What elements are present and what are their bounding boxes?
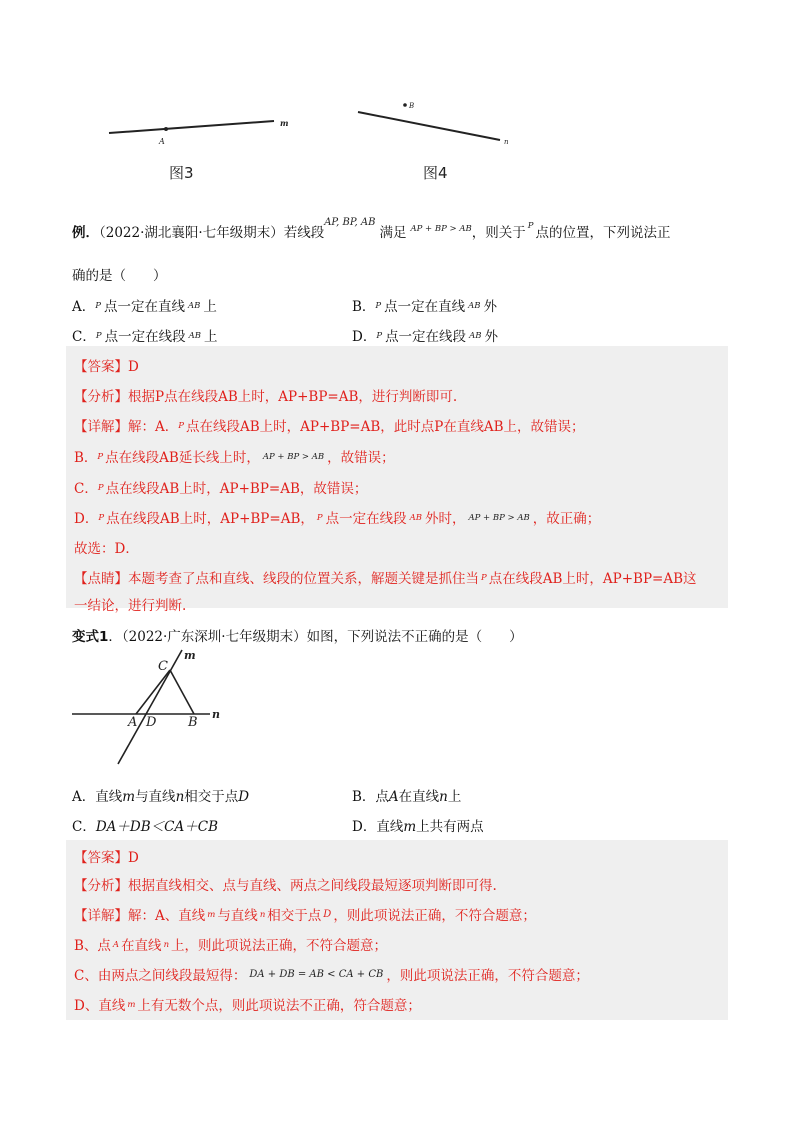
comment-tag: 【点睛】 (74, 571, 128, 587)
detail-b-text1: B． (74, 450, 98, 466)
detail-a-d: D (323, 909, 332, 920)
detail-d-p: P (98, 513, 105, 523)
line-m (118, 650, 182, 764)
option-text2: 外 (483, 299, 498, 315)
analysis-tag: 【分析】 (74, 878, 128, 894)
variant-option-a (72, 785, 249, 805)
detail-a-m: m (207, 910, 216, 920)
answer-value: D (128, 359, 139, 375)
detail-c-text2: 点在线段AB上时，AP+BP=AB，故错误； (105, 481, 368, 497)
detail-b-text3: ，故错误； (327, 450, 395, 466)
variant-option-d (352, 815, 484, 835)
label-d: D (146, 715, 157, 730)
analysis-text: 根据P点在线段AB上时，AP+BP=AB，进行判断即可. (128, 389, 458, 405)
option-letter: C． (72, 329, 96, 345)
figure-3 (100, 108, 300, 148)
option-var: P (375, 301, 382, 311)
label-b: B (188, 715, 198, 730)
label-m: m (184, 649, 196, 662)
variant-source: （2022·广东深圳·七年级期末）如图，下列说法不正确的是（ ） (121, 629, 523, 645)
variant-question (72, 625, 523, 645)
option-letter: D． (352, 329, 377, 345)
option-var: P (95, 331, 102, 341)
detail-a-text2: 点在线段AB上时，AP+BP=AB，此时点P在直线AB上，故错误； (185, 419, 585, 435)
option-letter: D． (352, 819, 377, 835)
option-v1: A (388, 789, 399, 805)
option-letter: A． (72, 789, 96, 805)
label-c: C (158, 659, 168, 674)
variant-prefix: 变式1 (72, 629, 109, 645)
detail-tag: 【详解】 (74, 419, 128, 435)
detail-a-3: 相交于点 (267, 908, 322, 924)
figure-4-caption: 图4 (423, 164, 448, 182)
option-v1: m (403, 819, 417, 835)
variant-option-b (352, 785, 461, 805)
comment-text1: 本题考查了点和直线、线段的位置关系，解题关键是抓住当 (128, 571, 479, 587)
detail-a-2: 与直线 (217, 908, 258, 924)
solution-2-box (66, 840, 728, 1020)
example-option-d (352, 325, 498, 345)
option-text: 点一定在线段 (385, 329, 467, 345)
detail-d-ab: AB (409, 513, 422, 523)
detail-a-1: 解：A、直线 (128, 908, 206, 924)
detail-b-a: A (112, 940, 120, 950)
comment-text2: 点在线段AB上时，AP+BP=AB这 (488, 571, 697, 587)
variant-option-c (72, 815, 218, 835)
option-var2: AB (188, 331, 201, 341)
option-v2: n (439, 789, 448, 805)
analysis-text: 根据直线相交、点与直线、两点之间线段最短逐项判断即可得. (128, 878, 497, 894)
example-condition: AP + BP > AB (410, 224, 472, 234)
point-a (164, 127, 168, 131)
solution-2-detail-d (74, 994, 421, 1014)
label-a: A (128, 715, 138, 730)
solution-1-detail-d (74, 507, 600, 527)
fig3-label-m: m (280, 118, 289, 128)
example-rest1: 点的位置，下列说法正 (535, 225, 671, 241)
option-text: 直线 (376, 819, 404, 835)
option-text: 点一定在线段 (104, 329, 186, 345)
detail-b-n: n (163, 940, 170, 950)
answer-tag: 【答案】 (74, 359, 128, 375)
detail-a-4: ，则此项说法正确，不符合题意； (333, 908, 536, 924)
option-letter: B． (352, 299, 376, 315)
detail-d-text3: 点一定在线段 (325, 511, 407, 527)
option-v2: n (175, 789, 185, 805)
detail-b-text2: 点在线段AB延长线上时， (105, 450, 260, 466)
detail-d-text5: ，故正确； (532, 511, 601, 527)
option-t2: 在直线 (398, 789, 440, 805)
detail-b-3: 上，则此项说法正确，不符合题意； (171, 938, 388, 954)
solution-2-detail-c (74, 964, 589, 984)
example-about: ，则关于 (471, 225, 526, 241)
fig3-label-a: A (159, 137, 165, 146)
option-var2: AB (469, 331, 482, 341)
option-text2: 上 (203, 299, 217, 315)
detail-c-math: DA + DB = AB < CA + CB (249, 969, 384, 980)
example-point: P (527, 221, 534, 231)
detail-c-2: ，则此项说法正确，不符合题意； (386, 968, 589, 984)
detail-b-math: AP + BP > AB (262, 452, 325, 462)
option-t3: 上 (447, 789, 462, 805)
line-n (358, 112, 500, 140)
detail-b-1: B、点 (74, 938, 111, 954)
detail-d-math: AP + BP > AB (468, 513, 530, 523)
label-n: n (212, 708, 220, 721)
example-option-a (72, 295, 217, 315)
fig4-label-b: B (409, 102, 415, 110)
example-option-b (352, 295, 497, 315)
option-text: 点一定在直线 (384, 299, 466, 315)
solution-2-detail-a (74, 904, 536, 924)
example-satisfy: 满足 (379, 225, 407, 241)
solution-1-answer (74, 355, 139, 375)
solution-1-comment (74, 567, 697, 587)
example-prefix: 例． (72, 225, 99, 241)
option-var: P (95, 301, 101, 311)
solution-2-answer (74, 846, 139, 866)
option-letter: A． (72, 299, 96, 315)
solution-2-analysis (74, 874, 497, 894)
option-text: 直线 (95, 789, 123, 805)
option-t2: 上共有两点 (416, 819, 484, 835)
detail-d-text2: 点在线段AB上时，AP+BP=AB， (106, 511, 314, 527)
solution-1-detail-a (74, 415, 585, 435)
point-b (403, 103, 407, 107)
fig4-label-n: n (504, 138, 509, 146)
segment-ca (136, 670, 170, 714)
solution-1-detail-c (74, 477, 367, 497)
detail-d-1: D、直线 (74, 998, 126, 1014)
option-v1: m (122, 789, 136, 805)
comment-p: P (481, 573, 487, 583)
segment-cb (170, 670, 194, 714)
detail-c-1: C、由两点之间线段最短得： (74, 968, 247, 984)
detail-tag: 【详解】 (74, 908, 128, 924)
option-text: 点 (375, 789, 389, 805)
detail-a-text1: 解：A． (128, 419, 179, 435)
detail-d-text1: D． (74, 511, 99, 527)
example-source: （2022·湖北襄阳·七年级期末）若线段 (99, 225, 325, 241)
example-segments: AP, BP, AB (324, 217, 376, 228)
solution-1-analysis (74, 385, 457, 405)
option-var: P (376, 331, 383, 341)
answer-tag: 【答案】 (74, 850, 128, 866)
detail-d-2: 上有无数个点，则此项说法不正确，符合题意； (137, 998, 421, 1014)
option-text: 点一定在直线 (103, 299, 185, 315)
example-question-line1 (72, 217, 671, 241)
option-text2: 上 (203, 329, 218, 345)
detail-d-p2: P (316, 513, 323, 523)
solution-2-detail-b (74, 934, 387, 954)
option-var2: AB (468, 301, 481, 311)
line-m (109, 121, 274, 133)
detail-c-text1: C． (74, 481, 98, 497)
option-letter: C． (72, 819, 96, 835)
detail-c-p: P (97, 483, 104, 493)
option-letter: B． (352, 789, 376, 805)
detail-d-text4: 外时， (425, 511, 466, 527)
analysis-tag: 【分析】 (74, 389, 128, 405)
detail-a-n: n (259, 910, 266, 920)
option-t3: 相交于点 (184, 789, 239, 805)
option-var2: AB (187, 301, 201, 311)
detail-b-p: P (97, 452, 104, 462)
option-t2: 与直线 (135, 789, 176, 805)
detail-a-p: P (178, 421, 184, 431)
option-text2: 外 (484, 329, 498, 345)
example-option-c (72, 325, 217, 345)
detail-b-2: 在直线 (121, 938, 162, 954)
figure-4 (350, 94, 520, 150)
example-question-line2: 确的是（ ） (72, 268, 167, 284)
variant-dot: ． (108, 629, 122, 645)
figure-3-caption: 图3 (169, 164, 194, 182)
answer-value: D (128, 850, 139, 866)
solution-1-choose: 故选：D． (74, 541, 139, 557)
variant-figure (70, 646, 230, 768)
option-expr: DA＋DB＜CA＋CB (95, 819, 218, 835)
solution-1-comment-cont: 一结论，进行判断. (74, 598, 187, 614)
option-v3: D (238, 789, 250, 805)
detail-d-m: m (127, 1000, 136, 1010)
solution-1-detail-b (74, 446, 395, 466)
